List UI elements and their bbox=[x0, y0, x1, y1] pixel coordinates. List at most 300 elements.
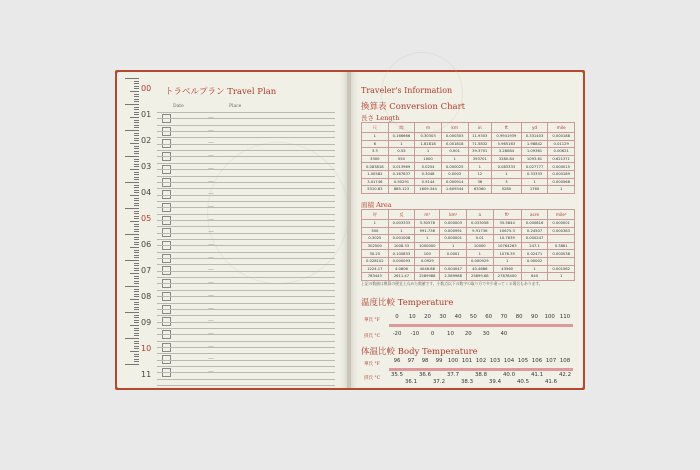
length-cell: 1.98842 bbox=[521, 140, 548, 148]
fahrenheit-tick-label: 70 bbox=[500, 314, 508, 320]
body-fahrenheit-tick-label: 104 bbox=[503, 358, 515, 364]
ruler-tick bbox=[134, 99, 139, 100]
length-cell: 1 bbox=[441, 155, 468, 163]
conversion-chart-title: 換算表 Conversion Chart bbox=[361, 102, 466, 112]
length-header-cell: m bbox=[415, 123, 442, 133]
ruler-tick bbox=[130, 169, 139, 170]
area-header-cell: mile² bbox=[548, 210, 575, 220]
ruler-tick bbox=[134, 179, 139, 180]
area-row bbox=[362, 227, 575, 235]
ruler-tick bbox=[134, 231, 139, 232]
row-number: 07 bbox=[141, 266, 152, 275]
fahrenheit-tick-label: 0 bbox=[395, 314, 399, 320]
length-cell: 39.3701 bbox=[468, 148, 492, 156]
ruler-tick bbox=[134, 361, 139, 362]
ruler-tick bbox=[134, 315, 139, 316]
area-cell bbox=[548, 235, 575, 243]
area-cell: 0.3025 bbox=[362, 235, 389, 243]
plan-line bbox=[157, 328, 335, 329]
area-cell: 10675.3 bbox=[493, 227, 521, 235]
area-cell: 10000 bbox=[466, 242, 493, 250]
plan-line bbox=[157, 188, 335, 189]
length-cell: 0.000188 bbox=[548, 133, 575, 141]
length-cell: 0.621371 bbox=[548, 155, 575, 163]
length-cell: 3.01746 bbox=[362, 178, 389, 186]
area-cell: 10.7639 bbox=[493, 235, 521, 243]
length-cell: 0.000189 bbox=[548, 170, 575, 178]
length-cell: 0.000025 bbox=[441, 163, 468, 171]
ruler-tick bbox=[134, 159, 139, 160]
area-cell: 1 bbox=[440, 242, 467, 250]
ruler-tick bbox=[130, 273, 139, 274]
fahrenheit-tick-label: 30 bbox=[439, 314, 447, 320]
ruler-tick bbox=[130, 117, 139, 118]
plan-line bbox=[157, 322, 335, 323]
ruler-tick bbox=[134, 283, 139, 284]
ruler-tick bbox=[125, 130, 139, 131]
area-header-row bbox=[362, 210, 575, 220]
plan-line bbox=[157, 176, 335, 177]
area-cell: 0.000247 bbox=[521, 235, 548, 243]
row-number: 06 bbox=[141, 240, 152, 249]
ruler-tick bbox=[134, 281, 139, 282]
area-cell: 0.3861 bbox=[548, 242, 575, 250]
body-celsius-lower-label: 41.6 bbox=[544, 379, 558, 385]
fahrenheit-tick-label: 20 bbox=[424, 314, 431, 320]
area-header-cell: km² bbox=[440, 210, 467, 220]
length-cell: 36 bbox=[468, 178, 492, 186]
length-row bbox=[362, 178, 575, 186]
ruler-tick bbox=[134, 153, 139, 154]
area-cell: 1000000 bbox=[415, 242, 440, 250]
plan-line bbox=[157, 137, 335, 138]
length-cell: 3.28084 bbox=[492, 148, 522, 156]
area-cell: 0.033058 bbox=[466, 220, 493, 228]
plan-line bbox=[157, 353, 335, 354]
ruler-tick bbox=[134, 94, 139, 95]
length-header-cell: yd bbox=[521, 123, 548, 133]
ruler-tick bbox=[134, 86, 139, 87]
length-header-cell: ft bbox=[492, 123, 522, 133]
ruler-tick bbox=[130, 221, 139, 222]
plan-line bbox=[157, 125, 335, 126]
ruler-tick bbox=[134, 346, 139, 347]
area-cell: 300 bbox=[362, 227, 389, 235]
celsius-label: 摂氏 °C bbox=[364, 334, 381, 339]
ruler-tick bbox=[134, 265, 139, 266]
length-cell: 3300 bbox=[362, 155, 389, 163]
length-cell: 1 bbox=[521, 178, 548, 186]
area-cell: 0.004047 bbox=[440, 265, 467, 273]
plan-line bbox=[157, 112, 335, 113]
ruler-tick bbox=[134, 307, 139, 308]
ruler-tick bbox=[134, 354, 139, 355]
ruler-tick bbox=[130, 299, 139, 300]
area-cell: 2611.47 bbox=[388, 273, 415, 281]
length-cell: 0.00621 bbox=[548, 148, 575, 156]
ruler-tick bbox=[134, 270, 139, 271]
plan-line bbox=[157, 144, 335, 145]
ruler-tick bbox=[134, 96, 139, 97]
plan-line bbox=[157, 131, 335, 132]
date-column-label: Date bbox=[173, 104, 184, 109]
ruler-tick bbox=[134, 81, 139, 82]
plan-line bbox=[157, 163, 335, 164]
ruler-tick bbox=[130, 247, 139, 248]
temperature-fahrenheit-scale bbox=[351, 314, 583, 322]
ruler-tick bbox=[134, 172, 139, 173]
plan-line bbox=[157, 309, 335, 310]
ruler-tick bbox=[125, 208, 139, 209]
fahrenheit-tick-label: 10 bbox=[408, 314, 416, 320]
length-cell: 1.81818 bbox=[415, 140, 442, 148]
time-ruler bbox=[119, 78, 139, 390]
body-fahrenheit-tick-label: 99 bbox=[435, 358, 443, 364]
body-temperature-fahrenheit-scale bbox=[351, 358, 583, 366]
row-number: 08 bbox=[141, 292, 152, 301]
body-temperature-celsius-scale bbox=[351, 372, 583, 388]
ruler-tick bbox=[134, 250, 139, 251]
body-celsius-label: 摂氏 °C bbox=[364, 376, 381, 381]
body-fahrenheit-tick-label: 102 bbox=[475, 358, 487, 364]
area-cell: 40.4686 bbox=[466, 265, 493, 273]
area-cell: 0.028102 bbox=[362, 257, 389, 265]
length-cell: 11.9303 bbox=[468, 133, 492, 141]
length-cell: 1093.61 bbox=[521, 155, 548, 163]
area-row bbox=[362, 257, 575, 265]
length-row bbox=[362, 133, 575, 141]
plan-line bbox=[157, 290, 335, 291]
ruler-tick bbox=[134, 161, 139, 162]
ruler-tick bbox=[134, 302, 139, 303]
area-row bbox=[362, 220, 575, 228]
body-fahrenheit-tick-label: 107 bbox=[545, 358, 557, 364]
area-cell: 0.0929 bbox=[415, 257, 440, 265]
area-header-cell: acre bbox=[521, 210, 548, 220]
area-cell: 0.100833 bbox=[388, 250, 415, 258]
fahrenheit-tick-label: 110 bbox=[559, 314, 571, 320]
area-cell: 0.000001 bbox=[440, 235, 467, 243]
ruler-tick bbox=[134, 226, 139, 227]
length-cell: 0.0003 bbox=[441, 170, 468, 178]
area-cell: 9.91736 bbox=[466, 227, 493, 235]
ruler-tick bbox=[134, 140, 139, 141]
area-cell: 0.000383 bbox=[548, 227, 575, 235]
ruler-tick bbox=[125, 182, 139, 183]
fahrenheit-tick-label: 50 bbox=[469, 314, 477, 320]
area-header-cell: 坪 bbox=[362, 210, 389, 220]
length-row bbox=[362, 186, 575, 194]
area-cell: 0.000929 bbox=[466, 257, 493, 265]
notebook-spread bbox=[115, 70, 585, 390]
body-celsius-upper-label: 40.0 bbox=[502, 372, 516, 378]
area-cell: 1008.33 bbox=[388, 242, 415, 250]
ruler-tick bbox=[134, 356, 139, 357]
length-cell: 1 bbox=[415, 148, 442, 156]
length-cell: 0.331403 bbox=[521, 133, 548, 141]
ruler-tick bbox=[134, 257, 139, 258]
celsius-tick-label: 30 bbox=[482, 331, 490, 337]
ruler-tick bbox=[134, 125, 139, 126]
area-conversion-table bbox=[361, 209, 575, 281]
length-cell: 550 bbox=[388, 155, 415, 163]
area-cell: 247.1 bbox=[521, 242, 548, 250]
fahrenheit-label: 華氏 °F bbox=[364, 318, 380, 323]
body-fahrenheit-tick-label: 105 bbox=[517, 358, 529, 364]
area-cell: 1224.17 bbox=[362, 265, 389, 273]
plan-line bbox=[157, 315, 335, 316]
ruler-tick bbox=[134, 205, 139, 206]
ruler-tick bbox=[130, 195, 139, 196]
ruler-tick bbox=[134, 255, 139, 256]
ruler-tick bbox=[134, 343, 139, 344]
length-cell: 0.9941939 bbox=[492, 133, 522, 141]
length-cell: 0.0254 bbox=[415, 163, 442, 171]
area-cell: 3.30578 bbox=[415, 220, 440, 228]
plan-line bbox=[157, 195, 335, 196]
ruler-tick bbox=[134, 151, 139, 152]
plan-line bbox=[157, 372, 335, 373]
body-fahrenheit-tick-label: 101 bbox=[461, 358, 473, 364]
ruler-tick bbox=[134, 122, 139, 123]
area-cell: 30.25 bbox=[362, 250, 389, 258]
ruler-tick bbox=[134, 291, 139, 292]
length-cell: 0.013969 bbox=[388, 163, 415, 171]
area-cell: 1 bbox=[548, 273, 575, 281]
plan-line bbox=[157, 220, 335, 221]
celsius-tick-label: 0 bbox=[430, 331, 435, 337]
area-cell: 1 bbox=[362, 220, 389, 228]
plan-line bbox=[157, 341, 335, 342]
area-cell: 0.000038 bbox=[548, 250, 575, 258]
body-celsius-upper-label: 36.6 bbox=[418, 372, 432, 378]
length-cell: 1000 bbox=[415, 155, 442, 163]
length-header-cell: mile bbox=[548, 123, 575, 133]
travel-plan-title: トラベルプラン Travel Plan bbox=[165, 87, 277, 97]
length-cell: 0.027777 bbox=[521, 163, 548, 171]
body-temperature-title: 体温比較 Body Temperature bbox=[361, 347, 478, 357]
temperature-celsius-scale bbox=[351, 331, 583, 339]
plan-line bbox=[157, 366, 335, 367]
row-number: 09 bbox=[141, 318, 152, 327]
area-cell: 25899.88 bbox=[466, 273, 493, 281]
plan-line bbox=[157, 385, 335, 386]
plan-line bbox=[157, 245, 335, 246]
ruler-tick bbox=[134, 304, 139, 305]
body-celsius-lower-label: 37.2 bbox=[432, 379, 446, 385]
area-cell: 0.02471 bbox=[521, 250, 548, 258]
length-cell: 3280.84 bbox=[492, 155, 522, 163]
row-number: 05 bbox=[141, 214, 152, 223]
ruler-tick bbox=[134, 135, 139, 136]
ruler-tick bbox=[134, 112, 139, 113]
area-cell: 4.0806 bbox=[388, 265, 415, 273]
ruler-tick bbox=[134, 83, 139, 84]
ruler-tick bbox=[134, 200, 139, 201]
length-cell: 0.001 bbox=[441, 148, 468, 156]
plan-line bbox=[157, 271, 335, 272]
ruler-tick bbox=[134, 244, 139, 245]
area-cell: 1076.39 bbox=[493, 250, 521, 258]
length-cell: 0.083333 bbox=[492, 163, 522, 171]
area-cell: 302500 bbox=[362, 242, 389, 250]
ruler-tick bbox=[134, 185, 139, 186]
length-section-title: 長さ Length bbox=[361, 114, 400, 122]
ruler-tick bbox=[134, 330, 139, 331]
area-row bbox=[362, 250, 575, 258]
ruler-tick bbox=[125, 78, 139, 79]
plan-line bbox=[157, 156, 335, 157]
ruler-tick bbox=[134, 114, 139, 115]
plan-line bbox=[157, 296, 335, 297]
area-cell: 783443 bbox=[362, 273, 389, 281]
plan-line bbox=[157, 150, 335, 151]
row-number: 04 bbox=[141, 188, 152, 197]
page-header: Traveler's Information bbox=[361, 86, 453, 95]
plan-line bbox=[157, 201, 335, 202]
length-cell: 0.167637 bbox=[388, 170, 415, 178]
length-cell: 0.166666 bbox=[388, 133, 415, 141]
fahrenheit-tick-label: 100 bbox=[544, 314, 555, 320]
length-cell: 0.3048 bbox=[415, 170, 442, 178]
ruler-tick bbox=[134, 224, 139, 225]
length-header-cell: in bbox=[468, 123, 492, 133]
length-cell: 3 bbox=[492, 178, 522, 186]
celsius-tick-label: 10 bbox=[447, 331, 454, 337]
length-cell: 1 bbox=[362, 133, 389, 141]
length-cell: 885.123 bbox=[388, 186, 415, 194]
ruler-tick bbox=[134, 187, 139, 188]
ruler-tick bbox=[125, 260, 139, 261]
area-header-cell: m² bbox=[415, 210, 440, 220]
ruler-tick bbox=[130, 91, 139, 92]
body-fahrenheit-label: 華氏 °F bbox=[364, 362, 380, 367]
fahrenheit-tick-label: 40 bbox=[454, 314, 462, 320]
area-row bbox=[362, 242, 575, 250]
area-cell: 35.5844 bbox=[493, 220, 521, 228]
celsius-tick-label: 40 bbox=[500, 331, 508, 337]
body-fahrenheit-tick-label: 106 bbox=[531, 358, 543, 364]
body-celsius-upper-label: 41.1 bbox=[530, 372, 544, 378]
length-row bbox=[362, 155, 575, 163]
length-cell: 1.09361 bbox=[521, 148, 548, 156]
fahrenheit-tick-label: 90 bbox=[531, 314, 538, 320]
length-row bbox=[362, 140, 575, 148]
ruler-tick bbox=[134, 127, 139, 128]
ruler-tick bbox=[134, 239, 139, 240]
ruler-tick bbox=[134, 309, 139, 310]
body-celsius-lower-label: 40.5 bbox=[516, 379, 530, 385]
body-celsius-lower-label: 38.3 bbox=[460, 379, 474, 385]
length-cell: 1.00582 bbox=[362, 170, 389, 178]
ruler-tick bbox=[134, 164, 139, 165]
area-cell: 4046.86 bbox=[415, 265, 440, 273]
ruler-tick bbox=[134, 133, 139, 134]
area-cell: 0.003333 bbox=[388, 220, 415, 228]
length-row bbox=[362, 170, 575, 178]
length-cell: 0.30303 bbox=[415, 133, 442, 141]
travelers-information-page bbox=[351, 72, 583, 388]
ruler-tick bbox=[134, 335, 139, 336]
length-cell: 1.609344 bbox=[441, 186, 468, 194]
length-cell: 63360 bbox=[468, 186, 492, 194]
length-cell: 1760 bbox=[521, 186, 548, 194]
length-cell: 3.3 bbox=[362, 148, 389, 156]
ruler-tick bbox=[134, 101, 139, 102]
area-row bbox=[362, 265, 575, 273]
area-cell: 0.001562 bbox=[548, 265, 575, 273]
area-header-cell: ft² bbox=[493, 210, 521, 220]
area-cell bbox=[548, 257, 575, 265]
area-cell: 0.24507 bbox=[521, 227, 548, 235]
plan-line bbox=[157, 182, 335, 183]
area-cell: 2.589988 bbox=[440, 273, 467, 281]
area-cell: 27878400 bbox=[493, 273, 521, 281]
length-cell: 0.9144 bbox=[415, 178, 442, 186]
area-cell: 0.000991 bbox=[440, 227, 467, 235]
ruler-tick bbox=[125, 104, 139, 105]
ruler-tick bbox=[125, 338, 139, 339]
ruler-tick bbox=[134, 216, 139, 217]
ruler-tick bbox=[134, 190, 139, 191]
ruler-tick bbox=[134, 174, 139, 175]
length-cell: 1 bbox=[548, 186, 575, 194]
plan-line bbox=[157, 207, 335, 208]
celsius-tick-label: -10 bbox=[410, 331, 420, 337]
conversion-note: 上記の数値は換算の便宜上丸めた数値です。小数点以下の数字の取り方で多少違ってくる場合もあります。 bbox=[361, 281, 543, 286]
length-row bbox=[362, 148, 575, 156]
place-column-label: Place bbox=[229, 104, 242, 109]
plan-line bbox=[157, 303, 335, 304]
length-cell: 5310.83 bbox=[362, 186, 389, 194]
length-cell: 393701 bbox=[468, 155, 492, 163]
plan-line bbox=[157, 118, 335, 119]
ruler-tick bbox=[134, 359, 139, 360]
area-cell: 0.001008 bbox=[388, 235, 415, 243]
length-header-cell: km bbox=[441, 123, 468, 133]
temperature-scale-bar bbox=[389, 324, 573, 327]
area-header-cell: a bbox=[466, 210, 493, 220]
ruler-tick bbox=[134, 138, 139, 139]
area-cell: 100 bbox=[415, 250, 440, 258]
length-row bbox=[362, 163, 575, 171]
length-cell: 1609.344 bbox=[415, 186, 442, 194]
row-number: 02 bbox=[141, 136, 152, 145]
area-cell: 43560 bbox=[493, 265, 521, 273]
body-celsius-upper-label: 35.5 bbox=[390, 372, 404, 378]
plan-line bbox=[157, 169, 335, 170]
plan-line bbox=[157, 233, 335, 234]
ruler-tick bbox=[134, 296, 139, 297]
ruler-tick bbox=[134, 333, 139, 334]
row-number: 11 bbox=[141, 370, 152, 379]
ruler-tick bbox=[134, 317, 139, 318]
body-temperature-scale-bar bbox=[389, 368, 573, 371]
ruler-tick bbox=[125, 234, 139, 235]
body-fahrenheit-tick-label: 108 bbox=[559, 358, 571, 364]
area-cell: 0.0001 bbox=[440, 250, 467, 258]
length-cell: 5280 bbox=[492, 186, 522, 194]
plan-line bbox=[157, 258, 335, 259]
body-fahrenheit-tick-label: 100 bbox=[447, 358, 459, 364]
area-cell: 1 bbox=[493, 257, 521, 265]
length-conversion-table bbox=[361, 122, 575, 194]
area-cell: 0.000816 bbox=[521, 220, 548, 228]
ruler-tick bbox=[134, 268, 139, 269]
ruler-tick bbox=[134, 229, 139, 230]
ruler-tick bbox=[134, 242, 139, 243]
length-header-cell: 間 bbox=[388, 123, 415, 133]
